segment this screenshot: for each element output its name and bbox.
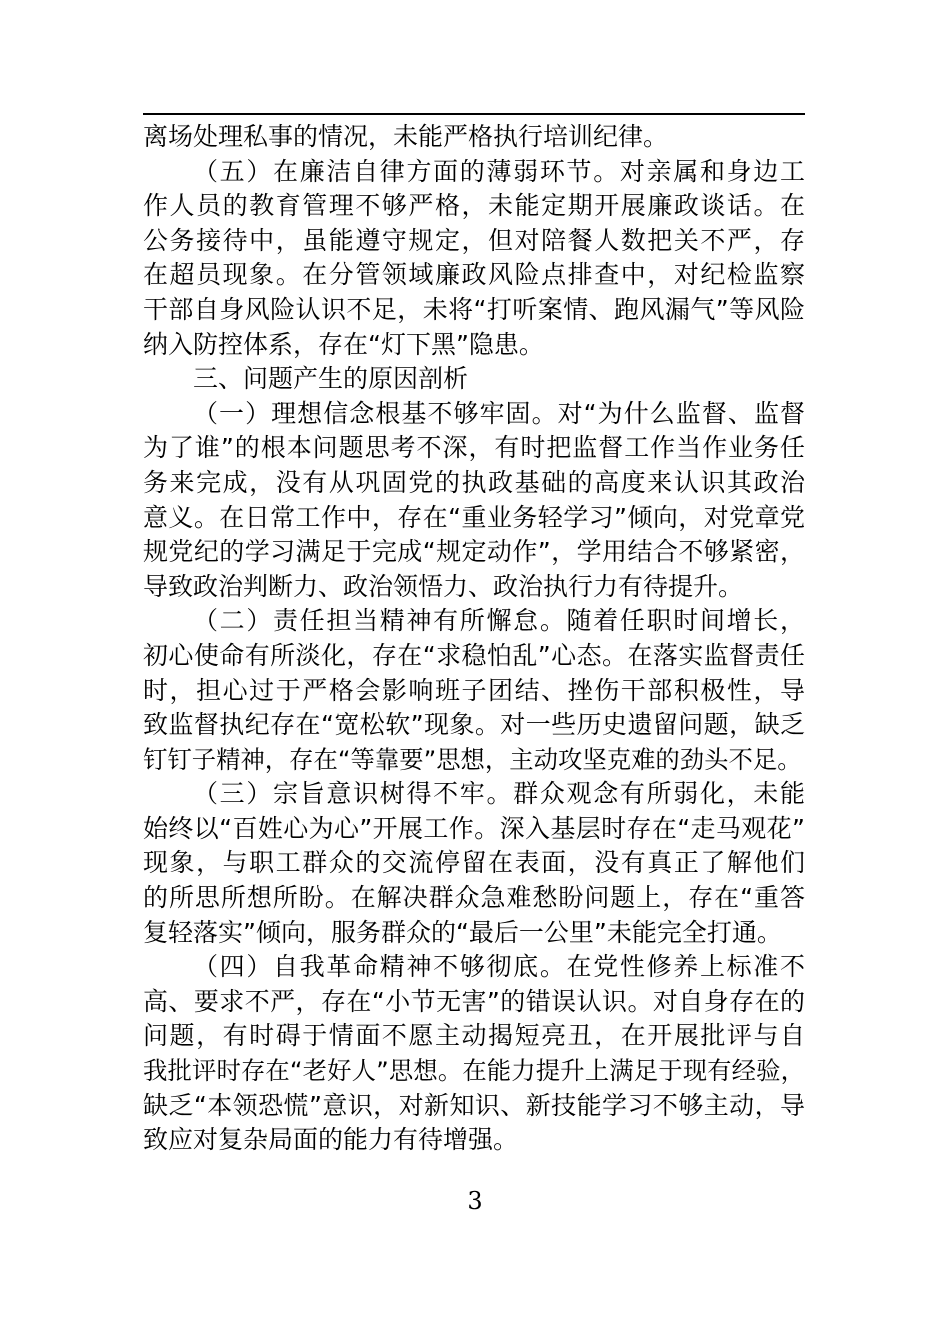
text-line: 导致政治判断力、政治领悟力、政治执行力有待提升。 bbox=[143, 571, 744, 601]
text-line: 三、问题产生的原因剖析 bbox=[193, 364, 469, 394]
text-line: 在超员现象。在分管领域廉政风险点排查中，对纪检监察 bbox=[143, 260, 805, 290]
text-line: 务来完成，没有从巩固党的执政基础的高度来认识其政治 bbox=[143, 467, 805, 497]
text-line: 为了谁”的根本问题思考不深，有时把监督工作当作业务任 bbox=[143, 433, 805, 463]
page-number: 3 bbox=[467, 1187, 483, 1215]
text-line: 公务接待中，虽能遵守规定，但对陪餐人数把关不严，存 bbox=[143, 225, 805, 255]
text-line: 规党纪的学习满足于完成“规定动作”，学用结合不够紧密， bbox=[143, 537, 805, 567]
text-line: 致应对复杂局面的能力有待增强。 bbox=[143, 1125, 519, 1155]
text-line: （四）自我革命精神不够彻底。在党性修养上标准不 bbox=[193, 952, 805, 982]
text-line: 干部自身风险认识不足，未将“打听案情、跑风漏气”等风险 bbox=[143, 294, 805, 324]
text-line: 问题，有时碍于情面不愿主动揭短亮丑，在开展批评与自 bbox=[143, 1021, 805, 1051]
text-line: 高、要求不严，存在“小节无害”的错误认识。对自身存在的 bbox=[143, 986, 805, 1016]
text-line: 纳入防控体系，存在“灯下黑”隐患。 bbox=[143, 329, 544, 359]
text-line: 复轻落实”倾向，服务群众的“最后一公里”未能完全打通。 bbox=[143, 917, 782, 947]
document-body bbox=[143, 120, 805, 1158]
text-line: 缺乏“本领恐慌”意识，对新知识、新技能学习不够主动，导 bbox=[143, 1090, 805, 1120]
text-line: 现象，与职工群众的交流停留在表面，没有真正了解他们 bbox=[143, 848, 805, 878]
text-line: 初心使命有所淡化，存在“求稳怕乱”心态。在落实监督责任 bbox=[143, 640, 805, 670]
text-line: 作人员的教育管理不够严格，未能定期开展廉政谈话。在 bbox=[143, 191, 805, 221]
text-line: （一）理想信念根基不够牢固。对“为什么监督、监督 bbox=[193, 398, 805, 428]
text-line: （三）宗旨意识树得不牢。群众观念有所弱化，未能 bbox=[193, 779, 805, 809]
text-line: 致监督执纪存在“宽松软”现象。对一些历史遗留问题，缺乏 bbox=[143, 710, 805, 740]
text-line: 离场处理私事的情况，未能严格执行培训纪律。 bbox=[143, 122, 669, 151]
text-line: （五）在廉洁自律方面的薄弱环节。对亲属和身边工 bbox=[193, 156, 805, 186]
text-line: 意义。在日常工作中，存在“重业务轻学习”倾向，对党章党 bbox=[143, 502, 805, 532]
text-line: （二）责任担当精神有所懈怠。随着任职时间增长， bbox=[193, 606, 805, 636]
text-line: 始终以“百姓心为心”开展工作。深入基层时存在“走马观花” bbox=[143, 813, 805, 843]
text-line: 的所思所想所盼。在解决群众急难愁盼问题上，存在“重答 bbox=[143, 883, 805, 913]
text-line: 时，担心过于严格会影响班子团结、挫伤干部积极性，导 bbox=[143, 675, 805, 705]
header-rule bbox=[143, 113, 805, 115]
text-line: 钉钉子精神，存在“等靠要”思想，主动攻坚克难的劲头不足。 bbox=[143, 744, 802, 774]
text-line: 我批评时存在“老好人”思想。在能力提升上满足于现有经验， bbox=[143, 1056, 805, 1086]
